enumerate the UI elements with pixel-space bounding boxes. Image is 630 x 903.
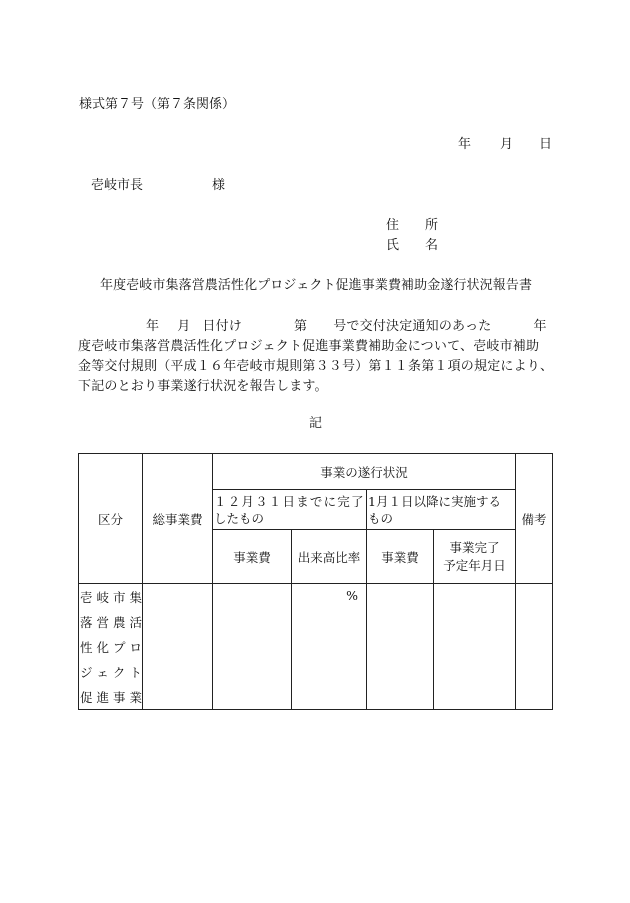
- header-remarks: 備考: [516, 454, 553, 584]
- cell-remarks[interactable]: [516, 584, 553, 710]
- header-after-0101: [367, 490, 516, 530]
- header-status: 事業の遂行状況: [213, 454, 516, 490]
- sub-header-completion-line2: 予定年月日: [443, 557, 506, 573]
- body-blank-no: 第: [294, 319, 308, 334]
- sub-header-progress-rate: 出来高比率: [292, 530, 367, 584]
- sub-header-completion-date: [434, 530, 516, 584]
- cell-cost-2[interactable]: [367, 584, 434, 710]
- address-label: 住 所: [386, 218, 439, 233]
- header-total-cost: 総事業費: [143, 454, 213, 584]
- body-line-1: [78, 317, 552, 337]
- row-kubun-line: 促進事業: [80, 690, 142, 705]
- body-dated: 日付け: [202, 319, 243, 334]
- cell-completion-date[interactable]: [434, 584, 516, 710]
- body-line-4: 下記のとおり事業遂行状況を報告します。: [78, 379, 328, 394]
- date-year-label: 年: [458, 137, 472, 152]
- table-row: [79, 584, 553, 710]
- date-day-label: 日: [539, 137, 553, 152]
- form-number: 様式第７号（第７条関係）: [79, 97, 236, 112]
- cell-cost-1[interactable]: [213, 584, 292, 710]
- table-header-row-1: [79, 454, 553, 490]
- name-label: 氏 名: [386, 238, 439, 253]
- ki-heading: 記: [309, 416, 323, 431]
- sub-header-cost-2: 事業費: [367, 530, 434, 584]
- honorific: 様: [212, 178, 226, 193]
- body-blank-year: 年: [146, 319, 160, 334]
- header-kubun: 区分: [79, 454, 143, 584]
- header-until-1231-line1: １２月３１日までに完了: [214, 493, 365, 509]
- header-until-1231: [213, 490, 367, 530]
- body-paragraph: [78, 317, 552, 397]
- sub-header-completion-line1: 事業完了: [449, 539, 500, 555]
- header-after-0101-line2: もの: [368, 510, 394, 526]
- row-kubun-line: 壱岐市集: [80, 590, 142, 605]
- body-end-year: 年: [533, 319, 547, 334]
- header-until-1231-line2: したもの: [214, 510, 265, 526]
- header-after-0101-line1: 1月１日以降に実施する: [368, 493, 501, 509]
- body-line-2: 度壱岐市集落営農活性化プロジェクト促進事業費補助金について、壱岐市補助: [78, 339, 540, 354]
- row-kubun-line: ジェクト: [80, 665, 142, 680]
- cell-progress-rate[interactable]: %: [292, 584, 367, 710]
- row-kubun-line: 性化プロ: [80, 640, 142, 655]
- cell-total-cost[interactable]: [143, 584, 213, 710]
- row-kubun-line: 落営農活: [80, 615, 142, 630]
- sub-header-cost-1: 事業費: [213, 530, 292, 584]
- row-kubun-cell: [79, 584, 143, 710]
- date-month-label: 月: [500, 137, 514, 152]
- body-blank-month: 月: [177, 319, 191, 334]
- addressee: 壱岐市長: [91, 178, 144, 193]
- report-title: 年度壱岐市集落営農活性化プロジェクト促進事業費補助金遂行状況報告書: [100, 278, 533, 293]
- body-line-3: 金等交付規則（平成１６年壱岐市規則第３３号）第１１条第１項の規定により、: [78, 359, 554, 374]
- body-after-no: 号で交付決定通知のあった: [333, 319, 492, 334]
- status-table: [78, 453, 553, 710]
